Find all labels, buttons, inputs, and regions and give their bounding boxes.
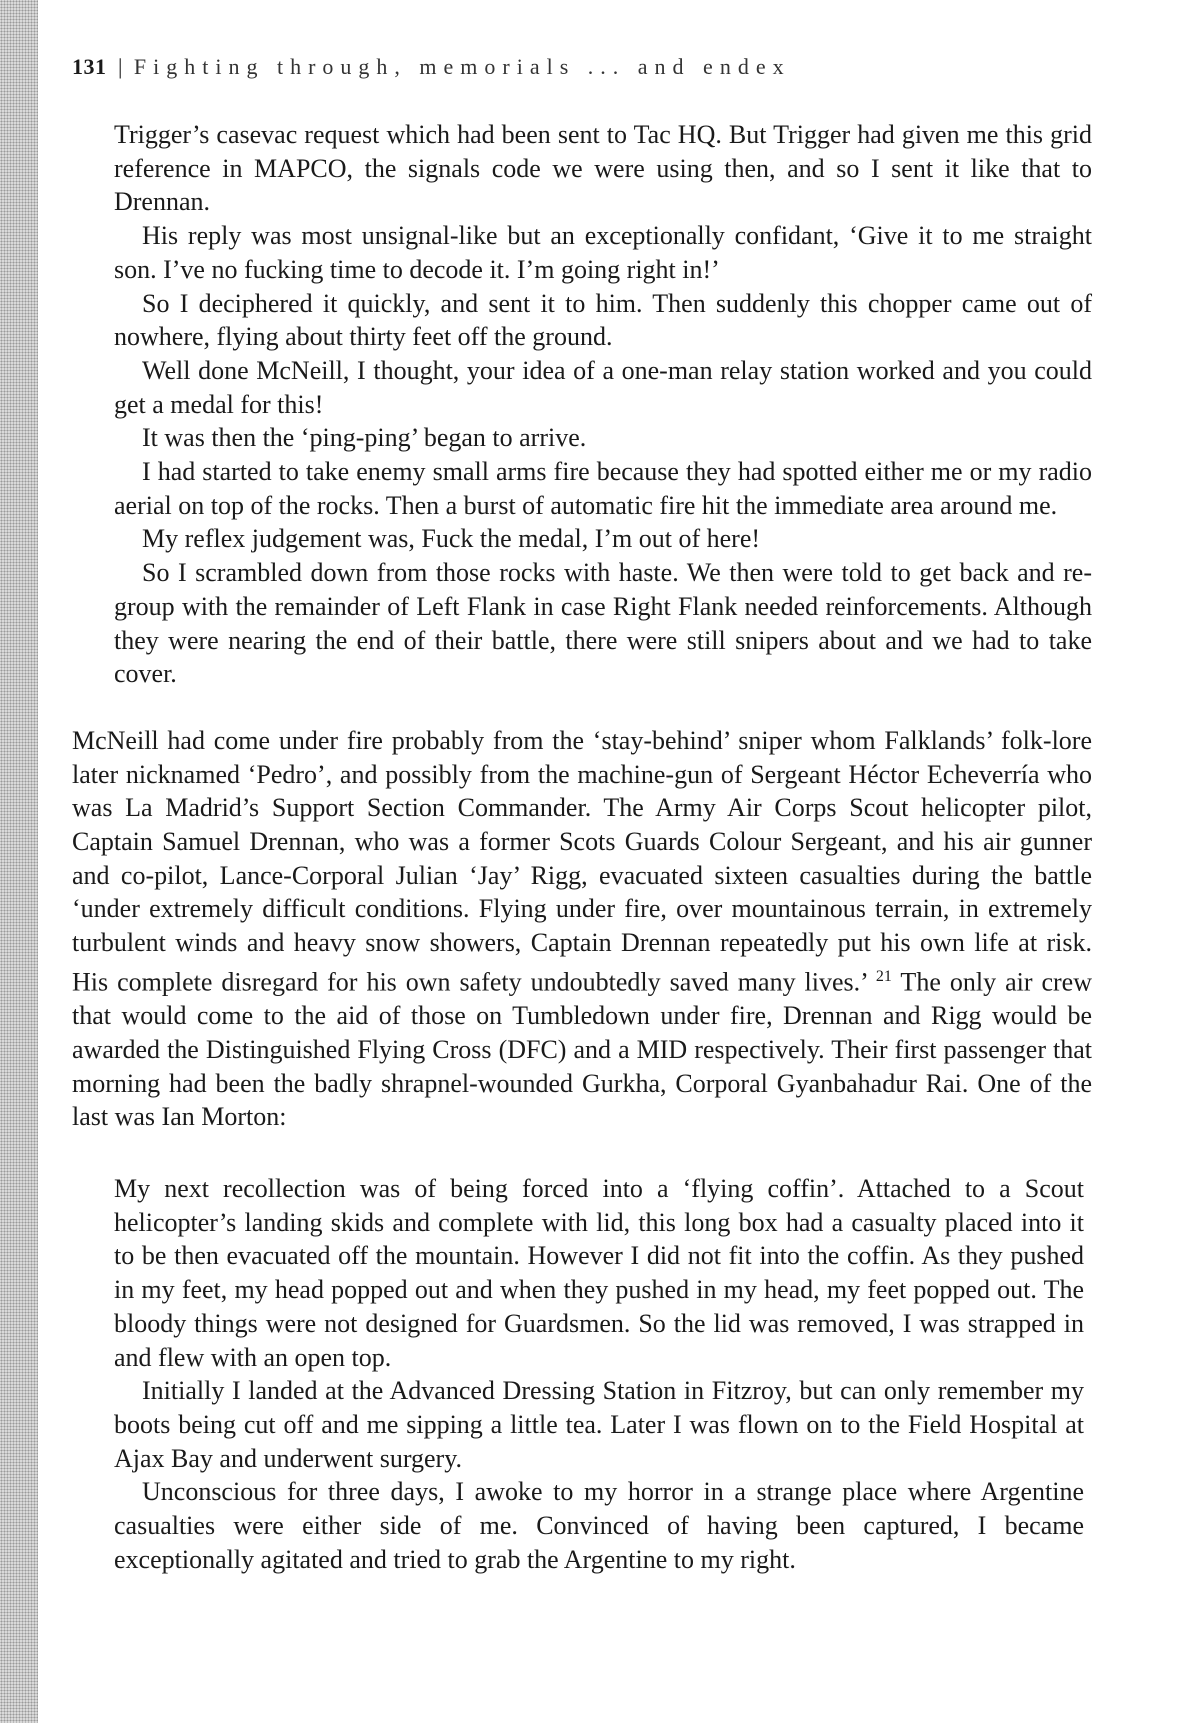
quote-paragraph: I had started to take enemy small arms fire because they had spotted either me or my radio aerial on top of the rocks. Then a burst of automatic fire hit the immediate area around me.	[114, 457, 1092, 520]
block-quote-morton	[114, 1172, 1084, 1576]
page-body	[72, 118, 1092, 1576]
page-number: 131	[72, 54, 107, 79]
quote-paragraph: His reply was most unsignal-like but an exceptionally confidant, ‘Give it to me straight son. I’ve no fucking time to decode it. I’m going right in!’	[114, 221, 1092, 284]
quote-paragraph: My next recollection was of being forced into a ‘flying coffin’. Attached to a Scout helicopter’s landing skids and complete with lid, this long box had a casualty placed into it to be then evacuated off the mountain. However I did not fit into the coffin. As they pushed in my feet, my head popped out and when they pushed in my head, my feet popped out. The bloody things were not designed for Guardsmen. So the lid was removed, I was strapped in and flew with an open top.	[114, 1174, 1084, 1372]
quote-paragraph: Well done McNeill, I thought, your idea of a one-man relay station worked and you could get a medal for this!	[114, 355, 1092, 419]
quote-paragraph: Unconscious for three days, I awoke to my horror in a strange place where Argentine casualties were either side of me. Convinced of having been captured, I became exceptionally agitated and tried to grab the Argentine to my right.	[114, 1477, 1084, 1574]
running-title: Fighting through, memorials ... and endex	[133, 54, 791, 79]
quote-paragraph: Trigger’s casevac request which had been sent to Tac HQ. But Trigger had given me this grid reference in MAPCO, the signals code we were using then, and so I sent it like that to Drennan.	[114, 120, 1092, 217]
footnote-reference: 21	[875, 967, 892, 985]
quote-paragraph: It was then the ‘ping-ping’ began to arrive.	[142, 423, 587, 453]
block-quote-mcneill	[114, 118, 1092, 691]
running-header	[72, 54, 791, 80]
quote-paragraph: Initially I landed at the Advanced Dressing Station in Fitzroy, but can only remember my boots being cut off and me sipping a little tea. Later I was flown on to the Field Hospital at Ajax Bay and underwent surgery.	[114, 1376, 1084, 1473]
narrative-text-continued: The only air crew that would come to the aid of those on Tumbledown under fire, Drennan and Rigg would be awarded the Distinguished Flying Cross (DFC) and a MID respectively. Their first passenger that morning had been the badly shrapnel-wounded Gurkha, Corporal Gyanbahadur Rai. One of the last was Ian Morton:	[72, 967, 1092, 1132]
quote-paragraph: So I deciphered it quickly, and sent it to him. Then suddenly this chopper came out of nowhere, flying about thirty feet off the ground.	[114, 288, 1092, 352]
scan-gutter-strip	[0, 0, 38, 1723]
narrative-text: McNeill had come under fire probably from the ‘stay-behind’ sniper whom Falklands’ folk-lore later nicknamed ‘Pedro’, and possibly from the machine-gun of Sergeant Héctor Echeverría who was La Madrid’s Support Section Commander. The Army Air Corps Scout helicopter pilot, Captain Samuel Drennan, who was a former Scots Guards Colour Sergeant, and his air gunner and co-pilot, Lance-Corporal Julian ‘Jay’ Rigg, evacuated sixteen casualties during the battle ‘under extremely difficult conditions. Flying under fire, over mountainous terrain, in extremely turbulent winds and heavy snow showers, Captain Drennan repeatedly put his own life at risk. His complete disregard for his own safety undoubtedly saved many lives.’	[72, 725, 1092, 997]
narrative-paragraph	[72, 724, 1092, 1134]
header-separator: |	[118, 54, 123, 79]
quote-paragraph: So I scrambled down from those rocks with haste. We then were told to get back and re-group with the remainder of Left Flank in case Right Flank needed reinforcements. Although they were nearing the end of their battle, there were still snipers about and we had to take cover.	[114, 558, 1092, 689]
quote-paragraph: My reflex judgement was, Fuck the medal, I’m out of here!	[142, 524, 761, 554]
